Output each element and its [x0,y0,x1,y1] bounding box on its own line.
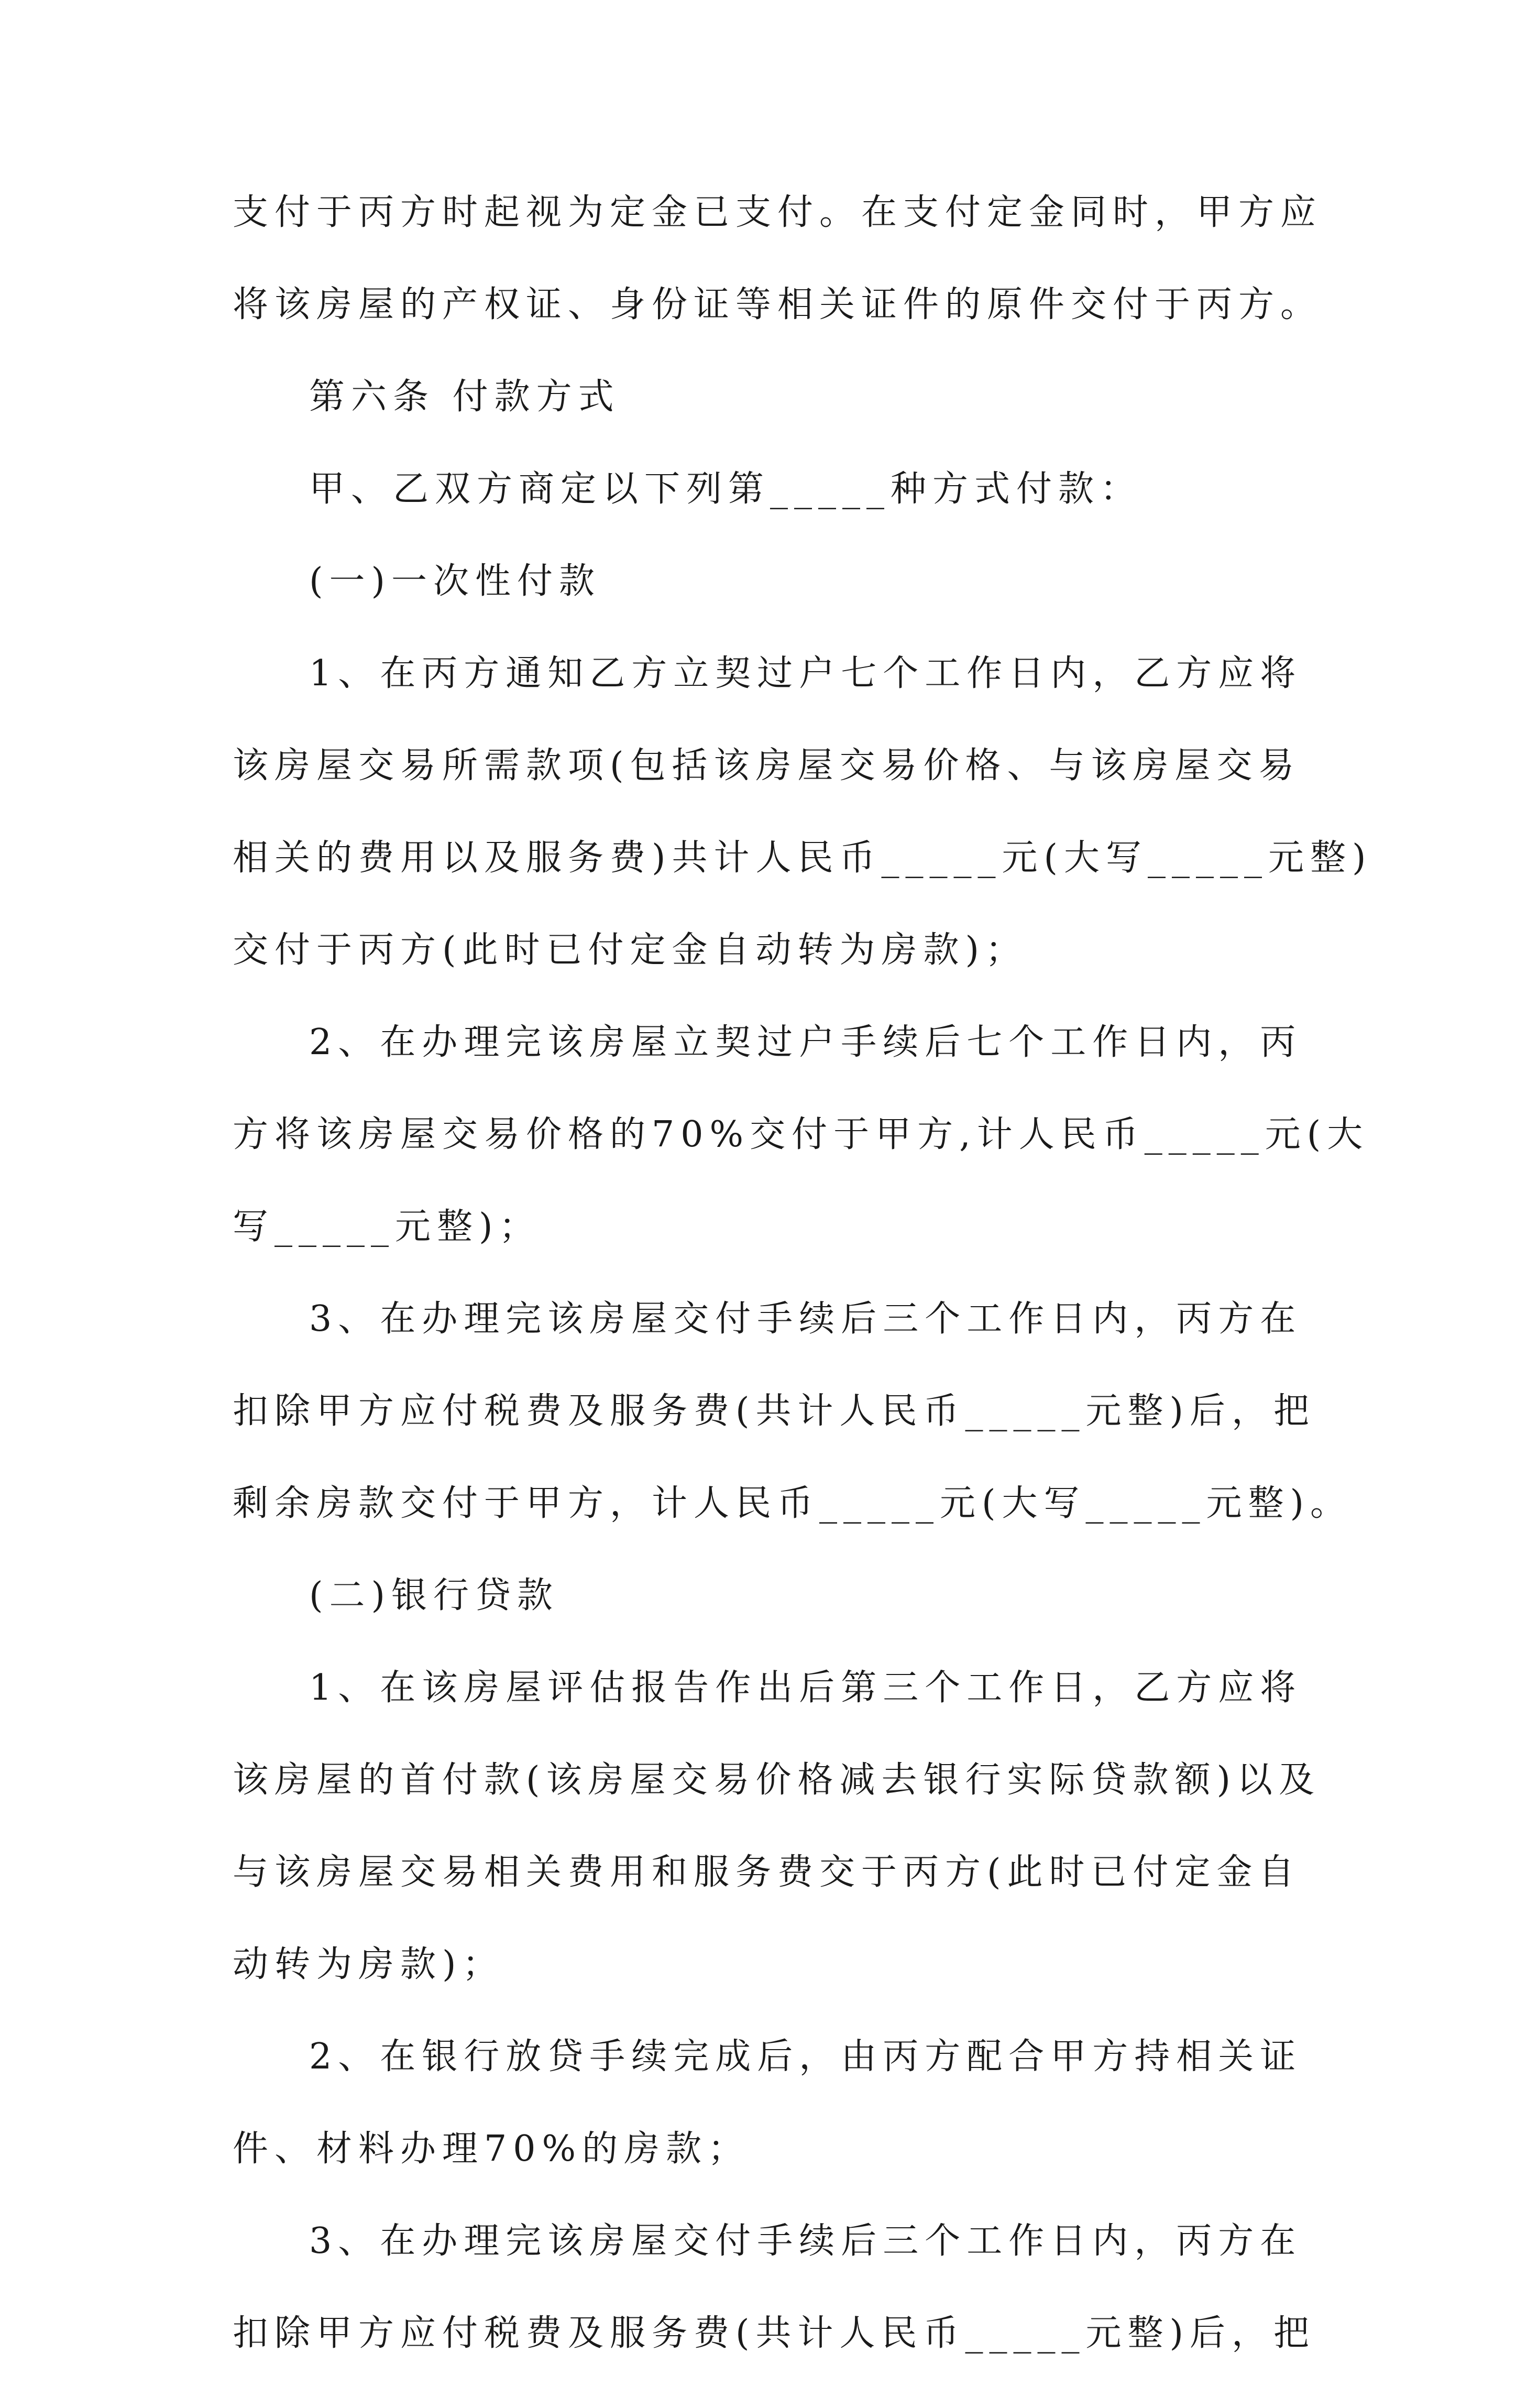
paragraph-line: 件、材料办理70%的房款； [233,2128,750,2170]
paragraph-line: 方将该房屋交易价格的70%交付于甲方,计人民币_____元(大 [233,1114,1369,1155]
paragraph-line: 2、在银行放贷手续完成后，由丙方配合甲方持相关证 [309,2036,1302,2077]
paragraph-line: 3、在办理完该房屋交付手续后三个工作日内，丙方在 [309,2220,1302,2262]
paragraph-line: 相关的费用以及服务费)共计人民币_____元(大写_____元整) [233,837,1372,879]
document-body [233,192,1372,2408]
article-heading: 第六条 付款方式 [309,376,620,418]
paragraph-line: 扣除甲方应付税费及服务费(共计人民币_____元整)后，把 [233,1391,1316,1432]
paragraph-line: 剩余房款交付于甲方，计人民币_____元(大写_____元整)。 [233,1483,1353,1524]
paragraph-line: 写_____元整)； [233,1206,541,1247]
paragraph-line: 2、在办理完该房屋立契过户手续后七个工作日内，丙 [309,1022,1302,1063]
paragraph-line: 将该房屋的产权证、身份证等相关证件的原件交付于丙方。 [233,284,1323,325]
paragraph-line: 3、在办理完该房屋交付手续后三个工作日内，丙方在 [309,1298,1302,1340]
paragraph-line: 与该房屋交易相关费用和服务费交于丙方(此时已付定金自 [233,1852,1301,1893]
paragraph-line: 甲、乙双方商定以下列第_____种方式付款： [309,468,1143,510]
section-heading: (二)银行贷款 [309,1575,559,1616]
paragraph-line: 1、在丙方通知乙方立契过户七个工作日内，乙方应将 [309,653,1302,694]
paragraph-line: 支付于丙方时起视为定金已支付。在支付定金同时，甲方应 [233,192,1323,233]
paragraph-line: 动转为房款)； [233,1944,504,1985]
section-heading: (一)一次性付款 [309,561,601,602]
paragraph-line: 该房屋的首付款(该房屋交易价格减去银行实际贷款额)以及 [233,1759,1321,1801]
paragraph-line: 交付于丙方(此时已付定金自动转为房款)； [233,929,1028,971]
paragraph-line: 扣除甲方应付税费及服务费(共计人民币_____元整)后，把 [233,2313,1316,2354]
paragraph-line: 该房屋交易所需款项(包括该房屋交易价格、与该房屋交易 [233,745,1301,786]
paragraph-line: 1、在该房屋评估报告作出后第三个工作日，乙方应将 [309,1667,1302,1709]
